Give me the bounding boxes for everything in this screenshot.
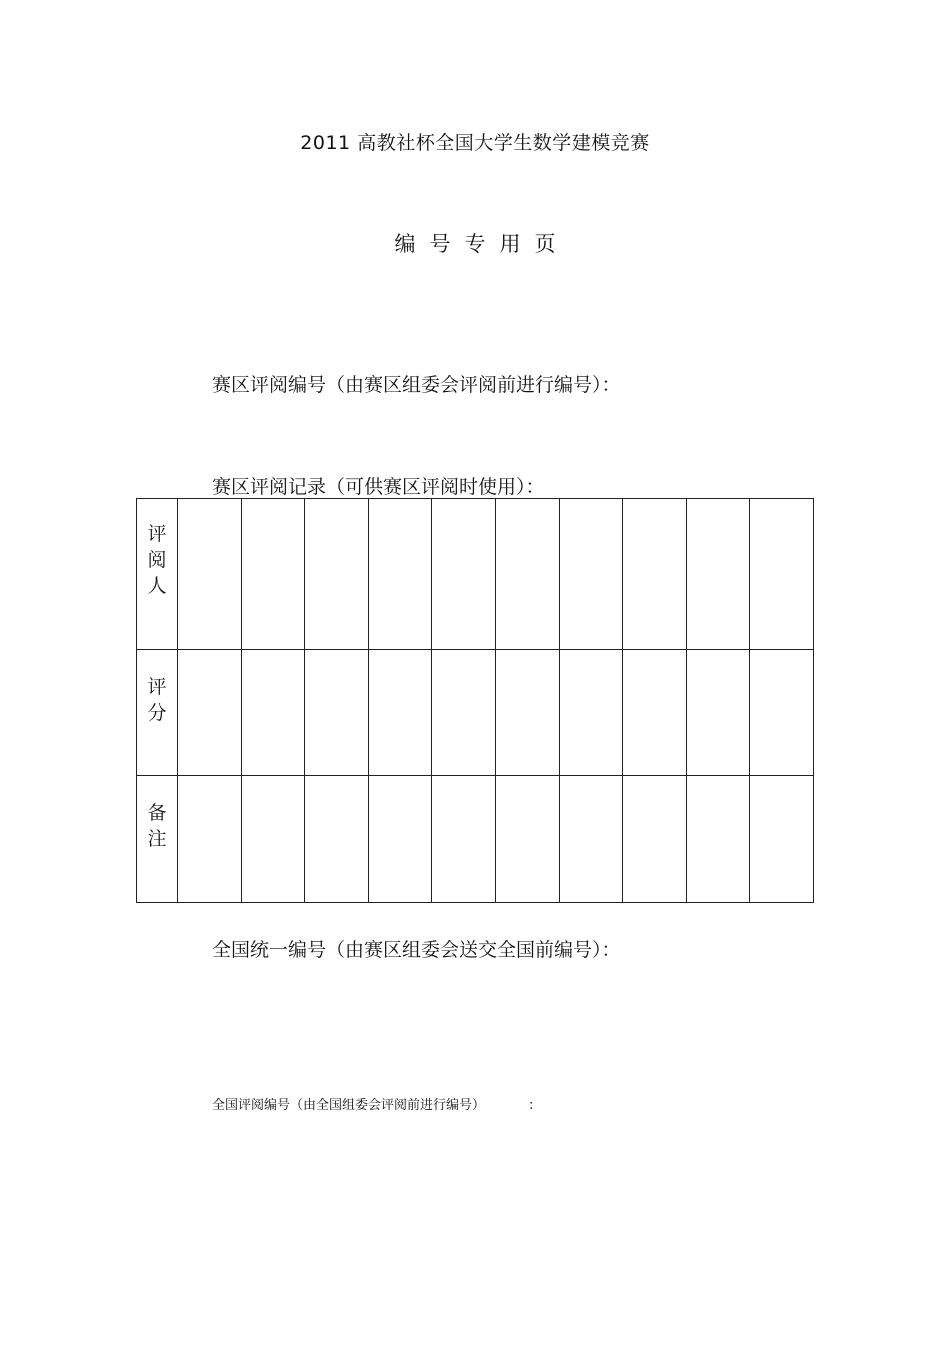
row-header-score (137, 650, 178, 776)
row-header-label: 备注 (147, 802, 167, 850)
table-cell[interactable] (368, 776, 432, 903)
national-review-label: 全国评阅编号（由全国组委会评阅前进行编号） (212, 1098, 486, 1113)
table-cell[interactable] (495, 776, 559, 903)
national-review-colon: : (529, 1098, 534, 1113)
table-cell[interactable] (178, 776, 242, 903)
table-row-remarks (137, 776, 814, 903)
table-row-score (137, 650, 814, 776)
table-cell[interactable] (623, 776, 687, 903)
national-number-label: 全国统一编号（由赛区组委会送交全国前编号）： (212, 939, 621, 961)
review-record-table (136, 498, 814, 903)
row-header-reviewer (137, 499, 178, 650)
table-cell[interactable] (178, 499, 242, 650)
table-cell[interactable] (241, 499, 305, 650)
table-cell[interactable] (305, 776, 369, 903)
table-cell[interactable] (178, 650, 242, 776)
table-cell[interactable] (559, 499, 623, 650)
table-cell[interactable] (623, 499, 687, 650)
table-cell[interactable] (559, 776, 623, 903)
table-cell[interactable] (495, 650, 559, 776)
table-cell[interactable] (305, 650, 369, 776)
table-cell[interactable] (559, 650, 623, 776)
table-cell[interactable] (368, 650, 432, 776)
table-cell[interactable] (305, 499, 369, 650)
row-header-label: 评分 (147, 676, 167, 724)
division-number-label: 赛区评阅编号（由赛区组委会评阅前进行编号）： (212, 374, 621, 396)
table-cell[interactable] (241, 776, 305, 903)
row-header-label: 评阅人 (147, 523, 167, 597)
table-cell[interactable] (432, 650, 496, 776)
page-title: 2011 高教社杯全国大学生数学建模竞赛 (300, 132, 650, 154)
table-cell[interactable] (368, 499, 432, 650)
row-header-remarks (137, 776, 178, 903)
table-cell[interactable] (623, 650, 687, 776)
table-cell[interactable] (686, 499, 750, 650)
division-record-label: 赛区评阅记录（可供赛区评阅时使用）： (212, 476, 545, 498)
page-subtitle: 编号专用页 (394, 232, 570, 256)
table-row-reviewer (137, 499, 814, 650)
table-cell[interactable] (432, 499, 496, 650)
table-cell[interactable] (750, 499, 814, 650)
table-cell[interactable] (750, 776, 814, 903)
table-cell[interactable] (495, 499, 559, 650)
table-cell[interactable] (686, 650, 750, 776)
table-cell[interactable] (686, 776, 750, 903)
table-cell[interactable] (750, 650, 814, 776)
national-review-line (212, 1094, 533, 1113)
table-cell[interactable] (432, 776, 496, 903)
table-cell[interactable] (241, 650, 305, 776)
